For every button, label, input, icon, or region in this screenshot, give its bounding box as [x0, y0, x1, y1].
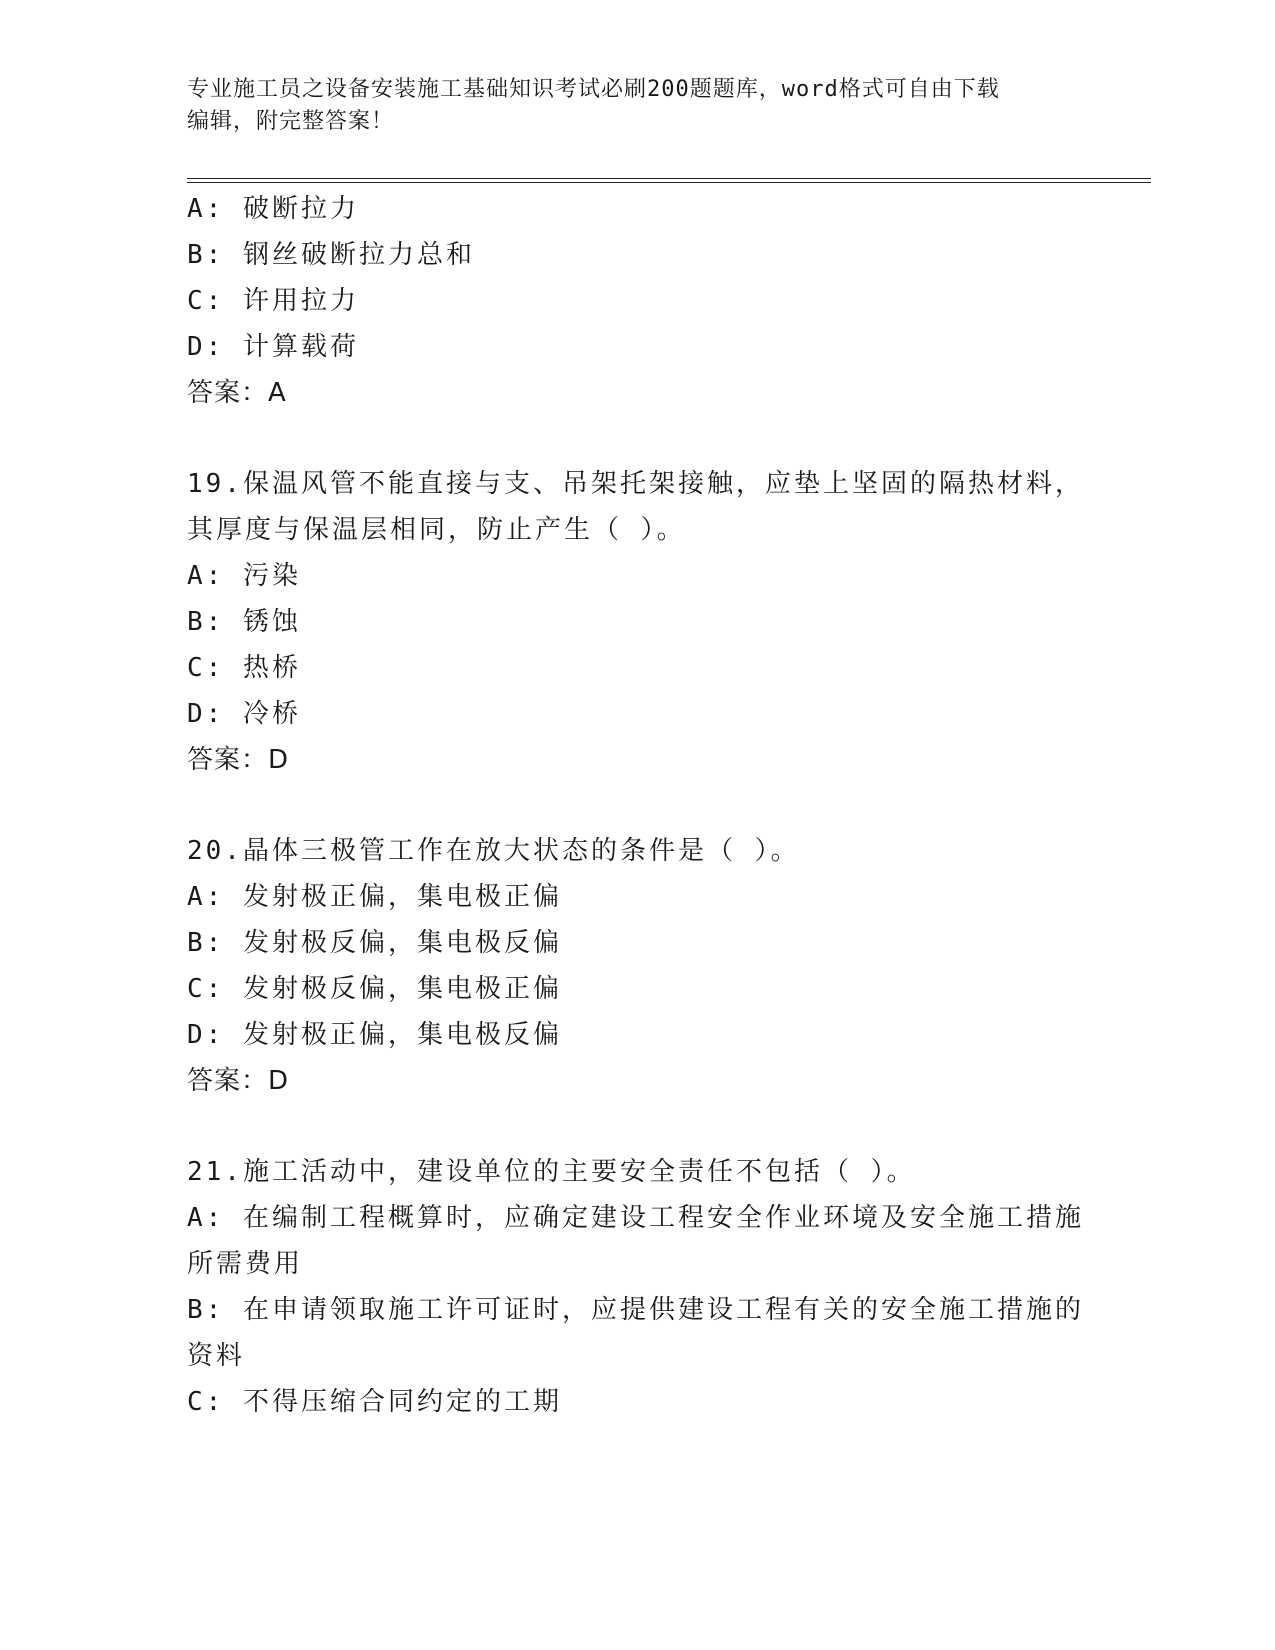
question-spacer [187, 783, 1087, 828]
option-d: D: 发射极正偏，集电极反偏 [187, 1020, 562, 1050]
option-a: A: 在编制工程概算时，应确定建设工程安全作业环境及安全施工措施 [187, 1203, 1084, 1233]
option-a: A: 发射极正偏，集电极正偏 [187, 882, 562, 912]
question-stem: 20.晶体三极管工作在放大状态的条件是（ ）。 [187, 836, 800, 866]
header-line-1: 专业施工员之设备安装施工基础知识考试必刷200题题库，word格式可自由下载 [187, 77, 1000, 102]
answer-label: 答案：D [187, 1066, 290, 1096]
option-a: A: 破断拉力 [187, 194, 359, 224]
option-a-continued: 所需费用 [187, 1249, 304, 1279]
header-divider-top [187, 178, 1151, 179]
option-b: B: 锈蚀 [187, 607, 301, 637]
option-b: B: 在申请领取施工许可证时，应提供建设工程有关的安全施工措施的 [187, 1295, 1084, 1325]
question-18 [187, 186, 1087, 416]
option-c: C: 发射极反偏，集电极正偏 [187, 974, 562, 1004]
option-d: D: 冷桥 [187, 699, 301, 729]
answer-label: 答案：D [187, 745, 290, 775]
header-divider-bottom [187, 182, 1151, 183]
header-line-2: 编辑，附完整答案！ [187, 109, 395, 134]
option-c: C: 热桥 [187, 653, 301, 683]
question-spacer [187, 1104, 1087, 1149]
question-19 [187, 461, 1087, 783]
option-b: B: 发射极反偏，集电极反偏 [187, 928, 562, 958]
question-stem: 19.保温风管不能直接与支、吊架托架接触，应垫上坚固的隔热材料， [187, 469, 1084, 499]
question-20 [187, 828, 1087, 1104]
question-stem: 21.施工活动中，建设单位的主要安全责任不包括（ ）。 [187, 1157, 916, 1187]
question-stem-continued: 其厚度与保温层相同，防止产生（ ）。 [187, 515, 686, 545]
option-c: C: 许用拉力 [187, 286, 359, 316]
answer-label: 答案：A [187, 378, 287, 408]
option-a: A: 污染 [187, 561, 301, 591]
question-21 [187, 1149, 1087, 1425]
option-c: C: 不得压缩合同约定的工期 [187, 1387, 562, 1417]
option-b-continued: 资料 [187, 1341, 246, 1371]
option-b: B: 钢丝破断拉力总和 [187, 240, 475, 270]
question-spacer [187, 416, 1087, 461]
question-list [187, 186, 1087, 1425]
option-d: D: 计算载荷 [187, 332, 359, 362]
document-header [187, 74, 1067, 138]
